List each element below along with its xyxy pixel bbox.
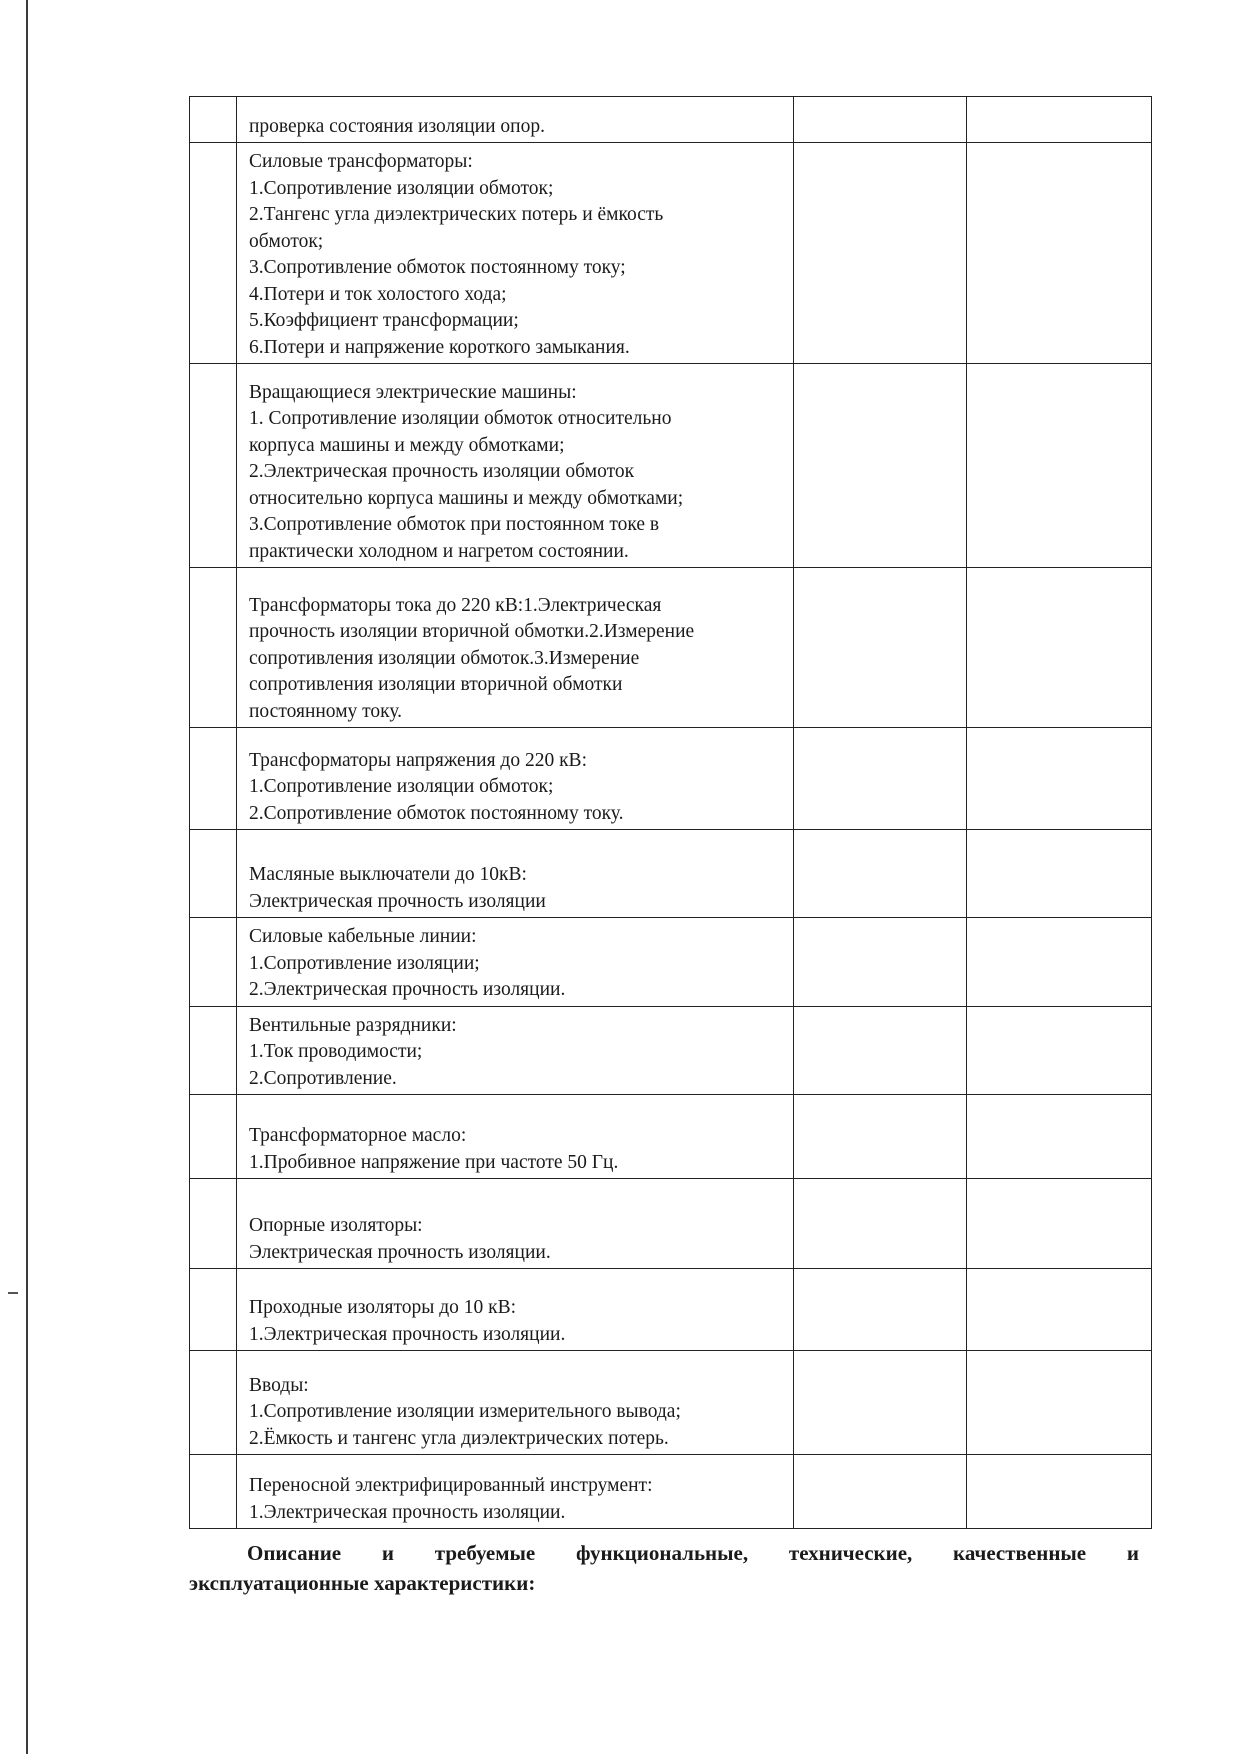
table-row xyxy=(190,143,1152,364)
description-line: Переносной электрифицированный инструмент: xyxy=(249,1475,653,1496)
empty-note-cell xyxy=(967,1269,1152,1351)
empty-value-cell xyxy=(794,728,967,830)
description-line: Электрическая прочность изоляции xyxy=(249,890,546,912)
scan-margin-line xyxy=(26,0,28,1754)
row-number-cell xyxy=(190,728,237,830)
test-description-cell xyxy=(237,1269,794,1351)
empty-note-cell xyxy=(967,830,1152,918)
description-line: постоянному току. xyxy=(249,700,403,722)
test-description-cell xyxy=(237,1351,794,1455)
empty-value-cell xyxy=(794,1269,967,1351)
description-line: Силовые трансформаторы: xyxy=(249,151,473,172)
row-number-cell xyxy=(190,1095,237,1179)
empty-value-cell xyxy=(794,1095,967,1179)
description-line: 1.Сопротивление изоляции обмоток; xyxy=(249,776,554,797)
empty-value-cell xyxy=(794,918,967,1007)
requirements-table-body xyxy=(190,97,1152,1529)
test-description-cell xyxy=(237,918,794,1007)
empty-note-cell xyxy=(967,1095,1152,1179)
table-row xyxy=(190,568,1152,728)
description-line: 1.Сопротивление изоляции обмоток; xyxy=(249,177,554,199)
description-line: Масляные выключатели до 10кВ: xyxy=(249,864,527,885)
empty-note-cell xyxy=(967,728,1152,830)
test-description-cell xyxy=(237,143,794,364)
empty-value-cell xyxy=(794,143,967,364)
description-line: 1.Сопротивление изоляции; xyxy=(249,952,480,974)
test-description-cell xyxy=(237,97,794,143)
test-description-cell xyxy=(237,1179,794,1269)
description-line: Вентильные разрядники: xyxy=(249,1014,457,1036)
description-line: 3.Сопротивление обмоток при постоянном токе в xyxy=(249,514,660,535)
description-line: прочность изоляции вторичной обмотки.2.Измерение xyxy=(249,621,695,642)
row-number-cell xyxy=(190,568,237,728)
description-line: Вращающиеся электрические машины: xyxy=(249,381,577,403)
row-number-cell xyxy=(190,1351,237,1455)
description-line: 5.Коэффициент трансформации; xyxy=(249,310,519,331)
row-number-cell xyxy=(190,918,237,1007)
table-row xyxy=(190,1095,1152,1179)
empty-note-cell xyxy=(967,97,1152,143)
row-number-cell xyxy=(190,830,237,918)
table-row xyxy=(190,364,1152,568)
description-line: 1.Ток проводимости; xyxy=(249,1041,423,1062)
section-heading-line-1: Описание и требуемые функциональные, технические, качественные и xyxy=(247,1541,1139,1565)
table-row xyxy=(190,1351,1152,1455)
table-row xyxy=(190,728,1152,830)
test-description-cell xyxy=(237,364,794,568)
description-line: корпуса машины и между обмотками; xyxy=(249,434,565,456)
requirements-table xyxy=(189,96,1152,1529)
description-line: 2.Электрическая прочность изоляции обмоток xyxy=(249,461,635,482)
table-row xyxy=(190,830,1152,918)
description-line: Трансформаторное масло: xyxy=(249,1125,467,1146)
description-line: сопротивления изоляции вторичной обмотки xyxy=(249,674,623,695)
description-line: Трансформаторы напряжения до 220 кВ: xyxy=(249,749,587,771)
description-line: Силовые кабельные линии: xyxy=(249,926,477,947)
description-line: 2.Ёмкость и тангенс угла диэлектрических потерь. xyxy=(249,1427,669,1449)
description-line: Опорные изоляторы: xyxy=(249,1215,423,1236)
section-heading-line-2: эксплуатационные характеристики: xyxy=(189,1571,536,1595)
description-line: 2.Электрическая прочность изоляции. xyxy=(249,979,566,1000)
description-line: 6.Потери и напряжение короткого замыкания. xyxy=(249,336,630,358)
description-line: 4.Потери и ток холостого хода; xyxy=(249,283,507,305)
test-description-cell xyxy=(237,568,794,728)
description-line: 2.Тангенс угла диэлектрических потерь и ёмкость xyxy=(249,204,664,225)
description-line: Электрическая прочность изоляции. xyxy=(249,1241,551,1263)
table-row xyxy=(190,97,1152,143)
empty-value-cell xyxy=(794,1351,967,1455)
test-description-cell xyxy=(237,1095,794,1179)
empty-note-cell xyxy=(967,1455,1152,1529)
empty-note-cell xyxy=(967,568,1152,728)
table-row xyxy=(190,1269,1152,1351)
section-heading xyxy=(189,1538,1139,1598)
test-description-cell xyxy=(237,830,794,918)
description-line: Проходные изоляторы до 10 кВ: xyxy=(249,1297,517,1318)
row-number-cell xyxy=(190,1269,237,1351)
description-line: практически холодном и нагретом состоянии. xyxy=(249,540,629,562)
empty-note-cell xyxy=(967,1006,1152,1095)
empty-value-cell xyxy=(794,568,967,728)
row-number-cell xyxy=(190,1006,237,1095)
description-line: 1.Электрическая прочность изоляции. xyxy=(249,1501,566,1523)
empty-value-cell xyxy=(794,1006,967,1095)
empty-value-cell xyxy=(794,97,967,143)
description-line: 1. Сопротивление изоляции обмоток относительно xyxy=(249,408,672,429)
empty-note-cell xyxy=(967,1351,1152,1455)
description-line: обмоток; xyxy=(249,230,324,252)
table-row xyxy=(190,1455,1152,1529)
description-line: 2.Сопротивление. xyxy=(249,1067,397,1089)
description-line: сопротивления изоляции обмоток.3.Измерение xyxy=(249,647,640,669)
description-line: Вводы: xyxy=(249,1374,309,1396)
table-row xyxy=(190,918,1152,1007)
row-number-cell xyxy=(190,1455,237,1529)
table-row xyxy=(190,1179,1152,1269)
description-line: относительно корпуса машины и между обмотками; xyxy=(249,487,684,509)
row-number-cell xyxy=(190,97,237,143)
description-line: 1.Электрическая прочность изоляции. xyxy=(249,1323,566,1345)
scan-margin-tick xyxy=(8,1292,18,1294)
description-line: 3.Сопротивление обмоток постоянному току; xyxy=(249,257,626,278)
test-description-cell xyxy=(237,728,794,830)
empty-value-cell xyxy=(794,1179,967,1269)
empty-note-cell xyxy=(967,143,1152,364)
description-line: Трансформаторы тока до 220 кВ:1.Электрическая xyxy=(249,594,662,616)
empty-value-cell xyxy=(794,1455,967,1529)
description-line: проверка состояния изоляции опор. xyxy=(249,115,545,137)
description-line: 2.Сопротивление обмоток постоянному току. xyxy=(249,802,624,824)
description-line: 1.Пробивное напряжение при частоте 50 Гц. xyxy=(249,1151,619,1173)
row-number-cell xyxy=(190,364,237,568)
empty-value-cell xyxy=(794,830,967,918)
table-row xyxy=(190,1006,1152,1095)
empty-note-cell xyxy=(967,918,1152,1007)
empty-note-cell xyxy=(967,1179,1152,1269)
description-line: 1.Сопротивление изоляции измерительного вывода; xyxy=(249,1401,681,1422)
empty-value-cell xyxy=(794,364,967,568)
test-description-cell xyxy=(237,1006,794,1095)
row-number-cell xyxy=(190,143,237,364)
test-description-cell xyxy=(237,1455,794,1529)
empty-note-cell xyxy=(967,364,1152,568)
row-number-cell xyxy=(190,1179,237,1269)
